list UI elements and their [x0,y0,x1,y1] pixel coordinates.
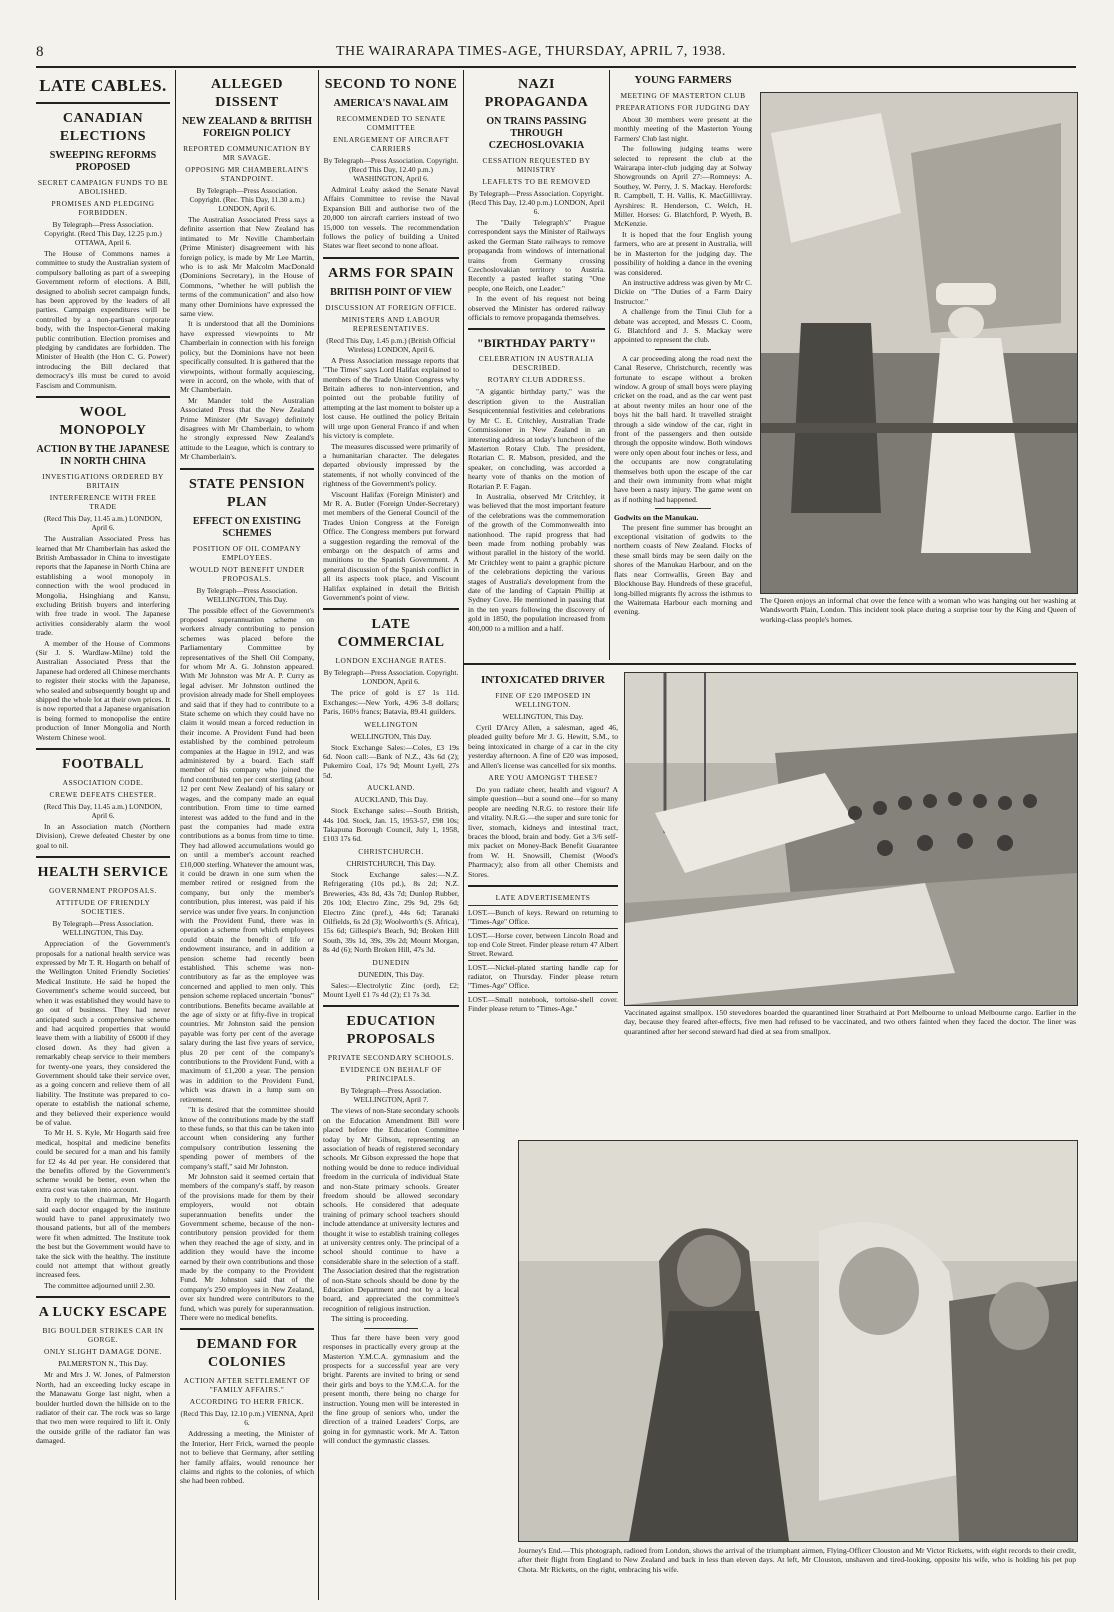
article-subhead: BRITISH POINT OF VIEW [330,286,452,298]
article-subhead: REPORTED COMMUNICATION BY MR SAVAGE. [183,144,311,162]
article-body: Appreciation of the Government's proposals for a national health service was expressed by Mr T. R. Hogarth on behalf of the Wellington United Friendly Societies' Medical Institute. He said he hoped the Government's scheme would succeed, but when it was established they would have to go out of business. They had never anticipated such a comprehensive scheme and had acquired properties that would leave them with a liability of £6000 if they closed down. As they had given a remarkably cheap service to their members for twenty-one years, they considered the Government should take their service over, as a going concern and relieve them of all liability. The Institute was prepared to co-operate to establish the national scheme, and they believed their experience would be of value. [36,939,170,1127]
article-headline: ARMS FOR SPAIN [328,265,454,281]
article-subhead: CELEBRATION IN AUSTRALIA DESCRIBED. [478,354,595,373]
late-cables-heading: LATE CABLES. [39,76,167,95]
classified-ad: LOST.—Horse cover, between Lincoln Road and top end Cole Street. Finder please return 47 Albert Street. Reward. [468,928,618,958]
column-3 [323,70,459,1600]
queen-photo-image [761,93,1077,593]
article-body: The committee adjourned until 2.30. [44,1280,155,1290]
dateline: By Telegraph—Press Association. WELLINGTON, This Day. [196,585,298,604]
article-subhead: SECRET CAMPAIGN FUNDS TO BE ABOLISHED. [37,178,169,196]
article-body: Thus far there have been very good responses in practically every group at the Masterton Y.M.C.A. gymnasium and the prospects for a successful year are very bright. Parents are invited to bring or send their girls and boys to the Y.M.C.A. for the present month, there being no charge for instruction. Young men will be interested in the fine group of seniors who, under the direction of a trained Leaders' Corps, are going in for gymnastic work. Mr A. Tatton will conduct the gymnastic classes. [323,1332,459,1446]
article-headline: DEMAND FOR COLONIES [196,1337,298,1371]
article-subhead: RECOMMENDED TO SENATE COMMITTEE [336,114,446,132]
article-subhead: ACTION AFTER SETTLEMENT OF "FAMILY AFFAIRS." [183,1376,311,1395]
article-body: It is hoped that the four English young farmers, who are at present in Australia, will be in Masterton for the judging day. The possibility of holding a dance in the evening was considered. [614,229,752,277]
article-subhead: INVESTIGATIONS ORDERED BY BRITAIN [42,472,164,491]
article-body: The Australian Associated Press has learned that Mr Chamberlain has asked the British Ambassador in China to investigate reports that the Japanese in North China are establishing a wool monopoly in connection with the wool produced in Mongolia, Hsinghiang and Kansu, excluding British buyers and interfering with free trade in wool. The Japanese activities considerably alarm the wool trade. [36,534,170,638]
divider [323,608,459,610]
dateline: WELLINGTON, This Day. [502,712,584,721]
article-body: "It is desired that the committee should know of the contributions made by the staff to these funds, so that this can be taken into account when considering any further compulsory contribution lessening the spending power of members of the company's staff," said Mr Johnston. [180,1105,314,1171]
column-4-lower [468,670,618,1130]
article-body: It is understood that all the Dominions have expressed viewpoints to Mr Chamberlain in connection with his foreign policy, but the Dominions have not been specifically consulted. It is gathered that the viewpoints, without formally acquiescing, were in accord, on the whole, with that of Mr Chamberlain. [180,319,314,395]
article-headline: CANADIAN ELECTIONS [59,111,147,144]
item-heading: Godwits on the Manukau. [614,513,699,523]
divider [468,885,618,887]
article-subhead: WOULD NOT BENEFIT UNDER PROPOSALS. [189,564,305,583]
article-subhead: ARE YOU AMONGST THESE? [488,773,598,783]
section-label: CHRISTCHURCH. [358,846,424,856]
article-body: The House of Commons names a committee to study the Australian system of compulsory balloting as part of a sweeping Government reform of elections. A Bill, designed to abolish secret campaign funds, has been approved by the leaders of all parties. Campaign expenditures will be controlled by a non-partisan corporate body, with the Inspector-General making public contribution. Election promises and pledging by candidates are forbidden. The Minister of Health (the Hon C. G. Power) introducing the Bill declared that democracy's ills must be cured to avoid Fascism and Communism. [36,249,170,390]
article-body: The present fine summer has brought an exceptional visitation of godwits to the northern coasts of New Zealand. Flocks of these small birds may be seen daily on the shores of the Manukau Harbour, and on the flats near Cornwallis, Green Bay and Blockhouse Bay. Hundreds of these graceful, long-billed migrants fly across the isthmus to the Waitemata Harbour each morning and evening. [614,522,752,617]
ads-heading: LATE ADVERTISEMENTS [495,893,591,903]
dateline: By Telegraph—Press Association. Copyright. (Recd This Day, 12.40 p.m.) LONDON, April 6. [468,189,605,216]
article-headline: HEALTH SERVICE [37,865,169,881]
newspaper-title: THE WAIRARAPA TIMES-AGE, THURSDAY, APRIL 7, 1938. [336,44,726,59]
masthead-rule [36,66,1076,68]
journey-photo-caption: Journey's End.—This photograph, radioed from London, shows the arrival of the triumphant airmen, Flying-Officer Clouston and Mr Victor Ricketts, with eight records to their credit, after their flight from England to New Zealand and back in less than eleven days. At left, Mr Clouston, unshaven and tired-looking, opposite his wife, who is holding his pet pup Chota. Mr Ricketts, on the right, embracing his wife. [518,1546,1076,1574]
article-headline: INTOXICATED DRIVER [481,674,605,686]
article-body: Stock Exchange sales:—South British, 44s 10d. Stock, Jan. 15, 1953-57, £98 10s; Takapuna Borough Council, July 1, 1958, £103 17s 6d. [323,806,459,844]
article-headline: STATE PENSION PLAN [188,476,306,510]
divider [180,1328,314,1330]
article-subhead: AMERICA'S NAVAL AIM [333,98,449,109]
classified-ad: LOST.—Nickel-plated starting handle cap for radiator, on Thursday. Finder please return "Times-Age" Office. [468,960,618,990]
ship-photo-caption: Vaccinated against smallpox. 150 stevedores boarded the quarantined liner Strathaird at Port Melbourne to unload Melbourne cargo. Earlier in the day, because they feared after-effects, five men had refused to be vaccinated, and two others fainted when they faced the doctor. The liner was quarantined after her second steward had died at sea from smallpox. [624,1008,1076,1036]
article-headline: FOOTBALL [62,757,144,773]
article-subhead: GOVERNMENT PROPOSALS. [49,886,157,896]
divider [468,328,605,330]
article-subhead: LONDON EXCHANGE RATES. [335,656,447,666]
article-subhead: ATTITUDE OF FRIENDLY SOCIETIES. [55,898,151,917]
dateline: (Recd This Day, 11.45 a.m.) LONDON, April 6. [43,514,163,533]
journey-photo [518,1140,1078,1542]
article-body: Mr Johnston said it seemed certain that members of the company's staff, by reason of the provisions made for them by their employers, would not obtain superannuation benefits under the Government scheme, because of the non-contributory pension provided for them when they reached the age of sixty, and in addition they would have the income earned by their own contributions and those made by the company to the Provident Fund. Mr Johnston said that of the company's 250 employees in New Zealand, over six hundred were contributors to the fund, which was purely for superannuation. There were no medical benefits. [180,1171,314,1323]
column-rule [463,70,464,1130]
masthead [36,44,1076,66]
article-body: In reply to the chairman, Mr Hogarth said each doctor engaged by the institute would have to panel approximately two thousand patients, but all of the members were fit when admitted. The Institute took the best but the Government would have to take the sick with the healthy. The institute could not attempt that without greatly increased fees. [36,1195,170,1280]
article-subhead: PRIVATE SECONDARY SCHOOLS. [327,1053,455,1063]
article-subhead: INTERFERENCE WITH FREE TRADE [49,493,157,512]
article-subhead: EVIDENCE ON BEHALF OF PRINCIPALS. [340,1065,442,1084]
dateline: WELLINGTON, This Day. [350,731,432,741]
column-1 [36,70,170,1600]
divider [36,856,170,858]
divider [655,508,710,509]
article-body: To Mr H. S. Kyle, Mr Hogarth said free medical, hospital and medicine benefits could be secured for a man and his family for £2 4s 4d per year. He considered that the benefits offered by the Government's scheme would be better, even when the extra cost was taken into account. [36,1128,170,1194]
section-label: WELLINGTON [364,719,418,729]
article-body: In the event of his request not being observed the Minister has ordered railway officials to remove propaganda themselves. [468,294,605,323]
column-2 [180,70,314,1600]
article-headline: WOOL MONOPOLY [59,405,147,439]
article-body: Sales:—Electrolytic Zinc (ord), £2; Mount Lyell £1 7s 4d (2); £1 7s 3d. [323,980,459,999]
article-subhead: POSITION OF OIL COMPANY EMPLOYEES. [192,543,302,562]
dateline: By Telegraph—Press Association. Copyright. LONDON, April 6. [323,668,459,687]
dateline: CHRISTCHURCH, This Day. [346,858,436,868]
article-body: The following judging teams were selected to represent the club at the Wairarapa inter-club judging day at Solway Showgrounds on April 27:—Romneys: A. Southey, W. Perry, J. S. Mackay. Herefords: R. Campbell, T. H. Vallis, K. MacGillivray. Ayrshires: R. Henderson, C. Welch, H. Miller. Horses: G. Blatchford, P. Wyeth, B. McKenzie. [614,144,752,229]
dateline: (Recd This Day, 1.45 p.m.) (British Official Wireless) LONDON, April 6. [326,335,456,354]
article-subhead: ON TRAINS PASSING THROUGH CZECHOSLOVAKIA [486,116,587,151]
page-number: 8 [36,44,44,60]
article-body: Addressing a meeting, the Minister of the Interior, Herr Frick, warned the people not to believe that Germany, after settling her family affairs, would renounce her claims and rights to the colonies, of which she had been robbed. [180,1429,314,1486]
article-subhead: ASSOCIATION CODE. [62,778,144,788]
article-body: Viscount Halifax (Foreign Minister) and Mr R. A. Butler (Foreign Under-Secretary) met members of the General Council of the Trades Union Congress at the Foreign Office. The Congress members put forward a suggestion regarding the removal of the embargo on the despatch of arms and munitions to the Spanish Government. A general discussion of the Spanish conflict in all its aspects took place, and Viscount Halifax explained in detail the British Government's point of view. [323,489,459,602]
article-subhead: ACCORDING TO HERR FRICK. [189,1397,305,1407]
article-body: Cyril D'Arcy Allen, a salesman, aged 46, pleaded guilty before Mr J. G. Hewitt, S.M., to being intoxicated in charge of a car in the city yesterday afternoon. A fine of £20 was imposed, and Allen's license was cancelled for six months. [468,723,618,770]
journey-photo-image [519,1141,1077,1541]
queen-photo-caption: The Queen enjoys an informal chat over the fence with a woman who was hanging out her washing at Wandsworth Plain, London. This incident took place during a surprise tour by the King and Queen of working-class people's homes. [760,596,1076,624]
dateline: PALMERSTON N., This Day. [58,1359,148,1369]
article-headline: SECOND TO NONE [324,77,458,92]
article-headline: EDUCATION PROPOSALS [346,1014,436,1048]
article-subhead: OPPOSING MR CHAMBERLAIN'S STANDPOINT. [185,165,309,183]
divider [323,257,459,259]
article-body: A member of the House of Commons (Sir J. S. Wardlaw-Milne) told the Australian Associated Press that the Japanese had ordered all Chinese merchants to register their stocks with the Japanese, who sealed and subsequently bought up and shipped the whole lot at their own prices. It is now reported that a Japanese organisation is being formed to monopolise the entire production of Inner Mongolia and North Western Chinese wool. [36,638,170,742]
article-subhead: PROMISES AND PLEDGING FORBIDDEN. [51,199,155,217]
article-subhead: FINE OF £20 IMPOSED IN WELLINGTON. [495,691,591,709]
article-subhead: PREPARATIONS FOR JUDGING DAY [615,103,751,112]
dateline: DUNEDIN, This Day. [358,969,424,979]
dateline: By Telegraph—Press Association. Copyright. (Rec. This Day, 11.30 a.m.) LONDON, April 6. [189,186,305,213]
article-body: Mr Mander told the Australian Associated Press that the New Zealand Prime Minister (Mr Savage) definitely disagrees with Mr Chamberlain, to whom he strongly expressed New Zealand's attitude to the League, which is contrary to Mr Chamberlain's. [180,395,314,462]
article-subhead: ROTARY CLUB ADDRESS. [487,375,586,385]
article-subhead: ENLARGEMENT OF AIRCRAFT CARRIERS [332,135,450,153]
article-body: Mr and Mrs J. W. Jones, of Palmerston North, had an exceeding lucky escape in the Manawatu Gorge last night, when a boulder hurtled down the hillside on to the radiator of their car. The rock was so large that two men were required to lift it. Only the outside grille of the radiator fan was damaged. [36,1370,170,1446]
article-body: Do you radiate cheer, health and vigour? A simple question—but a sound one—for so many people are needing N.R.G. to restore their life and vitality. N.R.G.—the super and sure tonic for liver, stomach, kidneys and intestinal tract, braces the blood, brain and body. Get a 3/6 self-mix packet on Money-Back Benefit Guarantee from W. H. Snowsill, Chemist (Wood's Pharmacy); also from all other Chemists and Stores. [468,785,618,879]
article-subhead: ACTION BY THE JAPANESE IN NORTH CHINA [36,444,170,468]
column-4 [468,70,605,660]
article-body: A challenge from the Tinui Club for a debate was accepted, and Messrs C. Coom, G. Blatchford and J. S. Mackay were appointed to represent the club. [614,307,752,345]
divider [36,748,170,750]
dateline: (Recd This Day, 12.10 p.m.) VIENNA, April 6. [180,1409,314,1428]
divider [36,1296,170,1298]
section-label: AUCKLAND. [367,783,415,793]
article-headline: NAZI PROPAGANDA [484,77,589,110]
article-body: Stock Exchange sales:—N.Z. Refrigerating (10s pd.), 8s 2d; N.Z. Breweries, 43s 8d, 43s 7d; Dunlop Rubber, 20s 10d; Electro Zinc, 29s 9d, 29s 6d; Electro Zinc (pref.), 44s 6d; Taranaki Oilfields, 6s 2d (3); Woolworth's (S. Africa), 15s 6d; Gillespie's Beach, 9d; Broken Hill South, 39s 1d, 39s, 39s 2d; Mount Morgan, 8s 4d (6); North Broken Hill, 47s 3d. [323,869,459,955]
dateline: By Telegraph—Press Association. Copyright. (Recd This Day, 12.25 p.m.) OTTAWA, April 6. [44,220,162,247]
divider [180,468,314,470]
article-body: "A gigantic birthday party," was the description given to the Australian Sesquicentennial festivities and celebrations by Mr C. E. Critchley, Australian Trade Commissioner in New Zealand in an interesting address at today's luncheon of the Masterton Rotary Club. The president, Rotarian C. R. Mabson, presided, and the speaker, on concluding, was accorded a hearty vote of thanks on the motion of Rotarian P. F. Fagan. [468,387,605,491]
article-body: A car proceeding along the road next the Canal Reserve, Christchurch, recently was fortunate to escape without a broken window. A group of small boys were playing cricket on the road, and as the car went past at about twenty miles an hour one of the boys hit the ball hard. It travelled straight through a side window of the car, right in front of the passengers and then outside through the opposite window. Both windows were only open about four inches or less, and the occupants are now congratulating themselves both upon the escape of the car and their own immunity from what might have been a nasty injury. The game went on as if nothing had happened. [614,353,752,504]
article-body: The "Daily Telegraph's" Prague correspondent says the Minister of Railways asked the German State railways to remove propaganda from windows of international trains from Germany crossing Czechoslovakian territory to Austria. Recently a pasted leaflet stating "One people, one Reich, one Leader." [468,218,605,293]
article-headline: YOUNG FARMERS [634,74,732,86]
classified-ad: LOST.—Bunch of keys. Reward on returning to "Times-Age" Office. [468,905,618,926]
column-rule [609,70,610,660]
article-body: About 30 members were present at the monthly meeting of the Masterton Young Farmers' Club last night. [614,115,752,143]
divider [36,102,170,104]
article-subhead: DISCUSSION AT FOREIGN OFFICE. [325,302,457,312]
dateline: AUCKLAND, This Day. [354,795,428,805]
divider [655,349,710,350]
article-subhead: MINISTERS AND LABOUR REPRESENTATIVES. [341,314,441,333]
section-label: DUNEDIN [372,957,410,967]
article-subhead: LEAFLETS TO BE REMOVED [482,177,591,186]
dateline: By Telegraph—Press Association. WELLINGTON, April 7. [340,1086,442,1105]
divider [36,396,170,398]
article-subhead: CREWE DEFEATS CHESTER. [49,790,157,800]
article-body: In an Association match (Northern Division), Crewe defeated Chester by one goal to nil. [36,822,170,850]
queen-photo [760,92,1078,594]
article-body: The measures discussed were primarily of a humanitarian character. The delegates departed obviously impressed by the statements, if not wholly convinced of the rightness of the Government's policy. [323,441,459,489]
column-rule [318,70,319,1600]
article-subhead: BIG BOULDER STRIKES CAR IN GORGE. [42,1326,164,1345]
article-subhead: EFFECT ON EXISTING SCHEMES [192,515,302,539]
article-body: The views of non-State secondary schools on the Education Amendment Bill were placed before the Education Committee today by Mr Gibson, representing an association of heads of registered secondary schools. Mr Gibson expressed the hope that nothing would be done to reduce individual freedom in the curricula of individual State and non-State primary schools. Greater freedom should be allowed secondary schools. He considered that adequate training of primary school teachers should include attendance at university lectures and thought it wise to establish training colleges at university centres only. The principal of a school should continue to have a considerable share in the selection of a staff. The Association desired that the registration of non-State schools should be done by the Education Department and not by a local board, and appreciated the committee's recognition of religious instruction. [323,1106,459,1313]
classified-ad: LOST.—Small notebook, tortoise-shell cover. Finder please return to "Times-Age." [468,992,618,1013]
article-headline: LATE COMMERCIAL [337,617,445,651]
dateline: By Telegraph—Press Association. Copyright. (Recd This Day, 12.40 p.m.) WASHINGTON, April 6. [323,156,459,183]
article-subhead: ONLY SLIGHT DAMAGE DONE. [43,1347,162,1357]
article-body: A Press Association message reports that "The Times" says Lord Halifax explained to members of the Trade Union Congress why Britain adheres to non-intervention, and pointed out the probable futility of attempting at the last moment to bolster up a lost cause. He outlined the policy Britain will urge upon General Franco if and when his victory is complete. [323,355,459,441]
article-body: Admiral Leahy asked the Senate Naval Affairs Committee to revise the Naval Expansion Bill and authorise two of the 20,000 ton aircraft carriers instead of two 15,000 ton vessels. The recommendation follows the policy of building a United States war fleet second to none afloat. [323,185,459,251]
article-body: The Australian Associated Press says a definite assertion that New Zealand has intimated to Mr Neville Chamberlain (Prime Minister) disagreement with his foreign policy, is made by Mr Lee Martin, who is to ask Mr Malcolm MacDonald (Dominions Secretary), in the House of Commons, "whether he will publish the terms of the communication" and also how many other Dominions have expressed the same view. [180,215,314,319]
ship-photo [624,672,1078,1006]
article-body: An instructive address was given by Mr C. Dickie on "The Duties of a Farm Dairy Instructor." [614,277,752,306]
dateline: (Recd This Day, 11.45 a.m.) LONDON, April 6. [43,802,163,821]
article-headline: "BIRTHDAY PARTY" [476,336,597,351]
section-rule [463,663,1076,665]
article-body: The price of gold is £7 1s 11d. Exchanges:—New York, 4.96 3-8 dollars; Paris, 160½ francs; Batavia, 89.41 guilders. [323,688,459,717]
dateline: By Telegraph—Press Association. WELLINGTON, This Day. [52,919,154,938]
article-subhead: CESSATION REQUESTED BY MINISTRY [482,156,591,174]
column-rule [175,70,176,1600]
divider [323,1005,459,1007]
article-headline: A LUCKY ESCAPE [38,1305,168,1321]
article-body: The possible effect of the Government's proposed superannuation scheme on workers already contributing to pension schemes was placed before the Parliamentary Committee by representatives of the Shell Oil Company, for whom Mr A. G. Johnston appeared. With Mr Johnston was Mr A. P. Curry as legal adviser. Mr Johnston outlined the provision already made for Shell employees and said that if they had to contribute to a State scheme on which they could have no claim it would mean a forced reduction in their income. A Provident Fund had been established by the combined petroleum companies at the Hague in 1912, and was administered by a board. Each staff member of his company who joined the fund contributed ten per cent sterling (about 12 per cent New Zealand) of his salary or wages, and the company made an equal contribution. From time to time earned interest was added to the fund and in the past the companies had made extra contributions as a bonus from time to time. They had allowed accumulations would go on until a member's account reached £10,000 sterling. Whatever the amount was, it could be drawn in one sum when the member retired or resigned from the company, but only the member's contribution, plus interest, was paid if his service was under five years. In conjunction with the Provident Fund, there was in operation a scheme from which employees could obtain the benefit of life or endowment insurance, and in addition a pension scheme had recently been established. This scheme was non-contributory as far as the employee was concerned and applied to men only. This pension scheme replaced uncertain "bonus" contributions. Benefits became available at the age of sixty or at fifty-five in tropical countries. Mr Johnston said the pension payable was forty per cent of the average salary during the last five years of service, plus 20 per cent of the company's contributions to the Provident Fund, with a maximum of £1,200 a year. The pension was in addition to the Provident Fund, which was drawn in a lump sum on retirement. [180,605,314,1104]
article-subhead: MEETING OF MASTERTON CLUB [620,91,746,100]
article-body: Stock Exchange Sales:—Coles, £3 19s 6d. Noon call:—Bank of N.Z., 43s 6d (2); Pukemiro Coal, 17s 9d; Mount Lyell, 27s 5d. [323,742,459,780]
column-5 [614,70,752,660]
article-subhead: NEW ZEALAND & BRITISH FOREIGN POLICY [181,116,313,139]
article-headline: ALLEGED DISSENT [211,77,283,110]
article-subhead: SWEEPING REFORMS PROPOSED [49,150,157,173]
divider [364,1328,418,1329]
ship-photo-image [625,673,1077,1005]
article-body: The sitting is proceeding. [331,1314,409,1324]
article-body: In Australia, observed Mr Critchley, it was believed that the most important feature of the celebrations was the commemoration of the growth of the Commonwealth into nationhood. The rapid progress that had been made from nothing probably was without parallel in the history of the world. Mr Critchley went to paint a graphic picture of the celebrations depicting the various stages of Australia's development from the date of the landing of Captain Phillip at Sydney Cove. He mentioned in passing that in the ten years following the discovery of gold in 1850, the population increased from 400,000 to a million and a half. [468,491,605,633]
